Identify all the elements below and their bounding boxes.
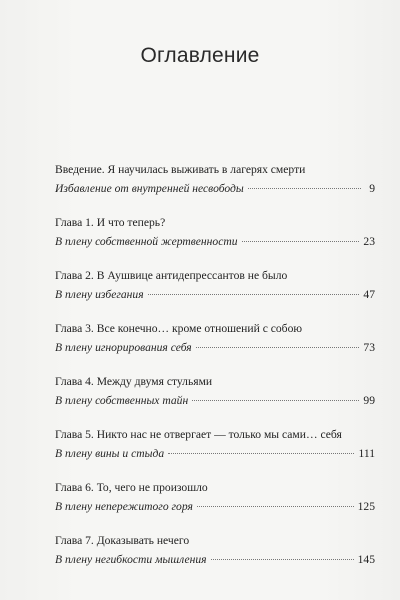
dot-leader	[192, 400, 359, 401]
toc-entry-page-number: 99	[363, 394, 375, 407]
toc-entry-chapter-7	[55, 533, 375, 586]
dot-leader	[168, 453, 354, 454]
toc-entry-page-number: 125	[357, 500, 375, 513]
toc-entry-subrow	[55, 287, 375, 303]
toc-entry-subtitle: В плену избегания	[55, 288, 144, 301]
dot-leader	[148, 294, 360, 295]
toc-entry-subrow	[55, 446, 375, 462]
table-of-contents	[55, 162, 375, 586]
toc-entry-subrow	[55, 393, 375, 409]
toc-entry-page-number: 73	[363, 341, 375, 354]
toc-entry-page-number: 111	[358, 447, 375, 460]
toc-entry-subtitle: В плену собственной жертвенности	[55, 235, 238, 248]
page-title: Оглавление	[140, 44, 260, 67]
toc-entry-chapter-2	[55, 268, 375, 321]
dot-leader	[211, 559, 354, 560]
toc-entry-subtitle: Избавление от внутренней несвободы	[55, 182, 244, 195]
dot-leader	[197, 506, 354, 507]
toc-entry-title: Глава 6. То, чего не произошло	[55, 481, 208, 494]
toc-entry-chapter-3	[55, 321, 375, 374]
toc-entry-subtitle: В плену непережитого горя	[55, 500, 193, 513]
toc-entry-title: Глава 2. В Аушвице антидепрессантов не было	[55, 269, 288, 282]
toc-entry-subrow	[55, 181, 375, 197]
dot-leader	[242, 241, 360, 242]
dot-leader	[248, 188, 361, 189]
dot-leader	[196, 347, 360, 348]
toc-entry-title: Введение. Я научилась выживать в лагерях смерти	[55, 163, 306, 176]
toc-entry-title: Глава 4. Между двумя стульями	[55, 375, 213, 388]
toc-entry-subtitle: В плену вины и стыда	[55, 447, 165, 460]
toc-entry-introduction	[55, 162, 375, 215]
toc-entry-subrow	[55, 499, 375, 515]
toc-entry-title: Глава 5. Никто нас не отвергает — только мы сами… себя	[55, 428, 342, 441]
toc-entry-chapter-5	[55, 427, 375, 480]
toc-entry-page-number: 23	[363, 235, 375, 248]
toc-entry-title: Глава 1. И что теперь?	[55, 216, 166, 229]
toc-entry-page-number: 47	[363, 288, 375, 301]
toc-entry-chapter-1	[55, 215, 375, 268]
toc-entry-title: Глава 3. Все конечно… кроме отношений с собою	[55, 322, 303, 335]
toc-entry-page-number: 9	[369, 182, 375, 195]
toc-entry-page-number: 145	[357, 553, 375, 566]
toc-entry-subtitle: В плену игнорирования себя	[55, 341, 192, 354]
toc-entry-chapter-4	[55, 374, 375, 427]
toc-entry-subtitle: В плену негибкости мышления	[55, 553, 207, 566]
toc-entry-subtitle: В плену собственных тайн	[55, 394, 189, 407]
toc-entry-subrow	[55, 340, 375, 356]
toc-entry-chapter-6	[55, 480, 375, 533]
toc-entry-subrow	[55, 234, 375, 250]
toc-entry-subrow	[55, 552, 375, 568]
toc-entry-title: Глава 7. Доказывать нечего	[55, 534, 190, 547]
